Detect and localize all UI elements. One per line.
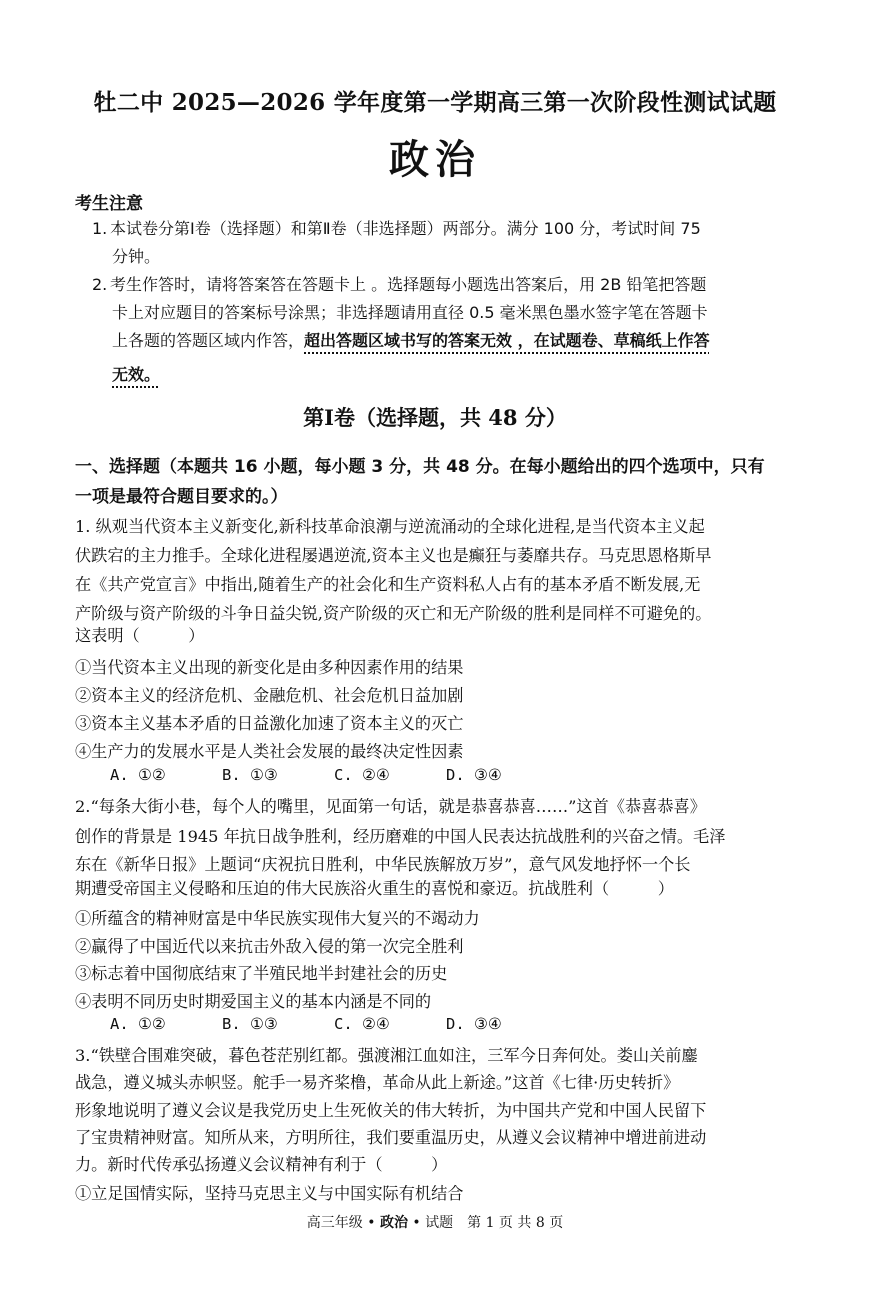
question-2-option: ②赢得了中国近代以来抗击外敌入侵的第一次完全胜利	[75, 937, 464, 956]
question-3-line: 战急，遵义城头赤帜竖。舵手一易齐桨橹，革命从此上新途。”这首《七律·历史转折》	[75, 1073, 680, 1092]
notice-item-number: 1.	[92, 219, 108, 238]
notice-text: 上各题的答题区域内作答，	[112, 331, 305, 350]
question-3-option: ①立足国情实际，坚持马克思主义与中国实际有机结合	[75, 1184, 464, 1203]
question-2-line: 期遭受帝国主义侵略和压迫的伟大民族浴火重生的喜悦和豪迈。抗战胜利（ ）	[75, 879, 674, 898]
question-3-line: 3.“铁壁合围难突破，暮色苍茫别红都。强渡湘江血如注，三军今日奔何处。娄山关前鏖	[75, 1046, 698, 1065]
question-2-line: 2.“每条大街小巷，每个人的嘴里，见面第一句话，就是恭喜恭喜……”这首《恭喜恭喜》	[75, 797, 706, 816]
notice-item-1	[92, 215, 804, 271]
section-title: 第Ⅰ卷（选择题，共 48 分）	[303, 405, 567, 430]
notice-heading: 考生注意	[75, 194, 143, 214]
question-1-option: ②资本主义的经济危机、金融危机、社会危机日益加剧	[75, 686, 464, 705]
page-total: 8	[535, 1215, 545, 1231]
notice-text: 本试卷分第Ⅰ卷（选择题）和第Ⅱ卷（非选择题）两部分。满分 100 分，考试时间 75	[110, 219, 701, 238]
question-2-line: 创作的背景是 1945 年抗日战争胜利，经历磨难的中国人民表达抗战胜利的兴奋之情。毛泽	[75, 827, 726, 846]
notice-text: 考生作答时，请将答案答在答题卡上 。选择题每小题选出答案后，用 2B 铅笔把答题	[110, 275, 707, 294]
choice-a: A. ①②	[110, 766, 166, 784]
footer-subject: 政治	[379, 1215, 408, 1231]
choice-c: C. ②④	[334, 766, 390, 784]
question-1-line: 伏跌宕的主力推手。全球化进程屡遇逆流,资本主义也是癫狂与萎靡共存。马克思恩格斯早	[75, 546, 712, 565]
notice-item-number: 2.	[92, 275, 108, 294]
emphasis-text: 超出答题区域书写的答案无效 ，在试题卷、草稿纸上作答	[304, 331, 710, 350]
notice-text: 分钟。	[112, 247, 161, 266]
choice-d: D. ③④	[446, 1015, 502, 1033]
question-1-line: 这表明（ ）	[75, 626, 205, 645]
footer-grade: 高三年级 •	[306, 1215, 380, 1231]
question-1-choices	[110, 766, 558, 784]
question-1-line: 产阶级与资产阶级的斗争日益尖锐,资产阶级的灭亡和无产阶级的胜利是同样不可避免的。	[75, 604, 712, 623]
question-2-line: 东在《新华日报》上题词“庆祝抗日胜利，中华民族解放万岁”，意气风发地抒怀一个长	[75, 855, 691, 874]
footer-text: 页 共	[494, 1215, 536, 1231]
part-heading-line: 一项是最符合题目要求的。）	[75, 487, 288, 507]
choice-b: B. ①③	[222, 766, 278, 784]
question-3-line: 形象地说明了遵义会议是我党历史上生死攸关的伟大转折，为中国共产党和中国人民留下	[75, 1101, 707, 1120]
part-heading-line: 一、选择题（本题共 16 小题，每小题 3 分，共 48 分。在每小题给出的四个选项中，只有	[75, 457, 765, 477]
subject-title: 政治	[389, 136, 481, 183]
question-2-option: ④表明不同历史时期爱国主义的基本内涵是不同的	[75, 992, 432, 1011]
choice-a: A. ①②	[110, 1015, 166, 1033]
question-3-line: 了宝贵精神财富。知所从来，方明所往，我们要重温历史，从遵义会议精神中增进前进动	[75, 1128, 707, 1147]
footer-text: • 试题 第	[407, 1215, 486, 1231]
choice-c: C. ②④	[334, 1015, 390, 1033]
question-1-option: ④生产力的发展水平是人类社会发展的最终决定性因素	[75, 742, 464, 761]
notice-item-2	[92, 271, 804, 389]
question-2-option: ③标志着中国彻底结束了半殖民地半封建社会的历史	[75, 964, 448, 983]
page-footer	[0, 1212, 870, 1232]
footer-text: 页	[544, 1215, 564, 1231]
question-3-line: 力。新时代传承弘扬遵义会议精神有利于（ ）	[75, 1155, 448, 1174]
choice-d: D. ③④	[446, 766, 502, 784]
exam-title: 牡二中 2025—2026 学年度第一学期高三第一次阶段性测试试题	[93, 89, 777, 116]
question-1-line: 1. 纵观当代资本主义新变化,新科技革命浪潮与逆流涌动的全球化进程,是当代资本主义起	[75, 517, 705, 536]
question-1-option: ①当代资本主义出现的新变化是由多种因素作用的结果	[75, 658, 464, 677]
choice-b: B. ①③	[222, 1015, 278, 1033]
question-2-choices	[110, 1015, 558, 1033]
notice-text: 卡上对应题目的答案标号涂黑；非选择题请用直径 0.5 毫米黑色墨水签字笔在答题卡	[112, 303, 708, 322]
emphasis-text: 无效。	[112, 365, 161, 384]
page-number: 1	[485, 1215, 495, 1231]
question-2-option: ①所蕴含的精神财富是中华民族实现伟大复兴的不竭动力	[75, 909, 480, 928]
question-1-option: ③资本主义基本矛盾的日益激化加速了资本主义的灭亡	[75, 714, 464, 733]
question-1-line: 在《共产党宣言》中指出,随着生产的社会化和生产资料私人占有的基本矛盾不断发展,无	[75, 575, 701, 594]
